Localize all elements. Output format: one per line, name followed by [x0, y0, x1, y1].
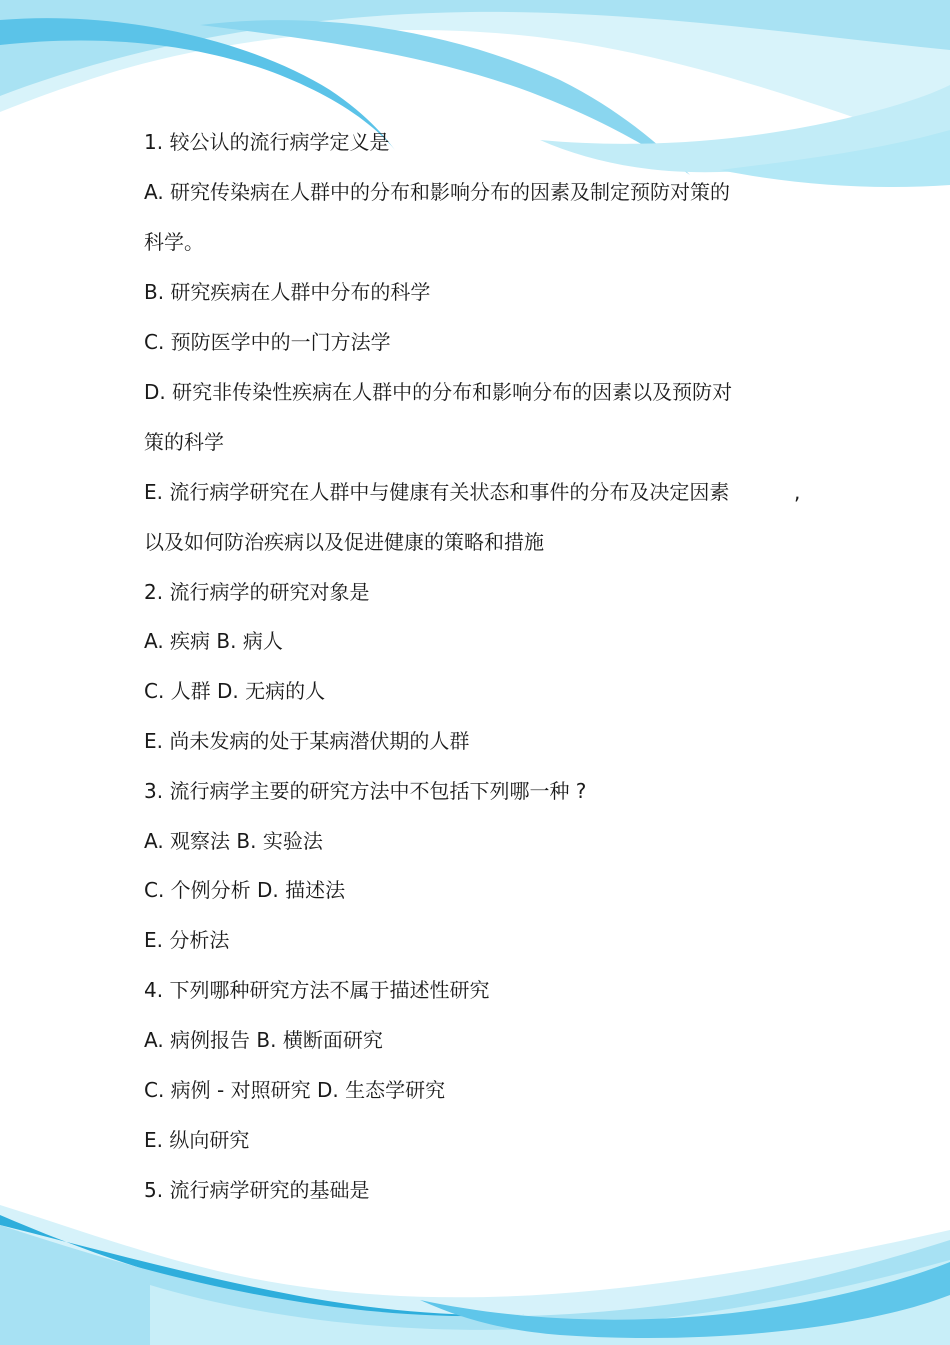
question-1-option-d-continued: 策的科学: [144, 430, 224, 454]
question-2-options-ab: A. 疾病 B. 病人: [144, 629, 283, 653]
question-4-option-e: E. 纵向研究: [144, 1128, 250, 1152]
question-3-options-ab: A. 观察法 B. 实验法: [144, 829, 323, 853]
question-3-options-cd: C. 个例分析 D. 描述法: [144, 878, 346, 902]
question-1-option-a-continued: 科学。: [144, 230, 204, 254]
question-1-option-e-continued: 以及如何防治疾病以及促进健康的策略和措施: [144, 530, 544, 554]
question-1-option-b: B. 研究疾病在人群中分布的科学: [144, 280, 431, 304]
question-2-options-cd: C. 人群 D. 无病的人: [144, 679, 326, 703]
question-4-options-cd: C. 病例 - 对照研究 D. 生态学研究: [144, 1078, 446, 1102]
question-3-option-e: E. 分析法: [144, 928, 230, 952]
question-4-title: 4. 下列哪种研究方法不属于描述性研究: [144, 978, 490, 1002]
question-5-title: 5. 流行病学研究的基础是: [144, 1178, 370, 1202]
question-1-option-d: D. 研究非传染性疾病在人群中的分布和影响分布的因素以及预防对: [144, 380, 733, 404]
question-3-title: 3. 流行病学主要的研究方法中不包括下列哪一种 ?: [144, 779, 587, 803]
question-1-title: 1. 较公认的流行病学定义是: [144, 130, 390, 154]
question-1-option-c: C. 预防医学中的一门方法学: [144, 330, 391, 354]
question-2-title: 2. 流行病学的研究对象是: [144, 580, 370, 604]
question-4-options-ab: A. 病例报告 B. 横断面研究: [144, 1028, 383, 1052]
trailing-comma: ,: [794, 480, 801, 504]
question-2-option-e: E. 尚未发病的处于某病潜伏期的人群: [144, 729, 470, 753]
question-1-option-e: E. 流行病学研究在人群中与健康有关状态和事件的分布及决定因素: [144, 480, 730, 504]
question-1-option-a: A. 研究传染病在人群中的分布和影响分布的因素及制定预防对策的: [144, 180, 731, 204]
